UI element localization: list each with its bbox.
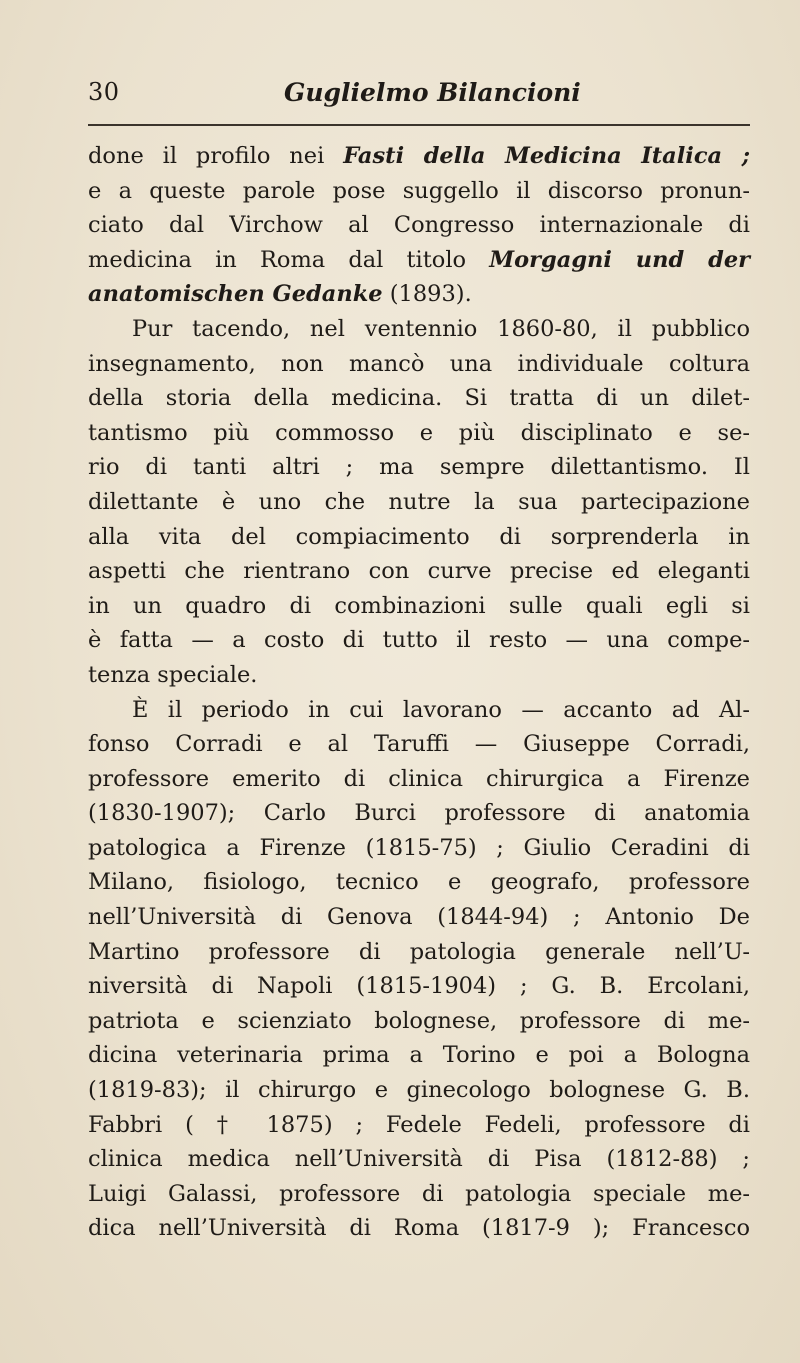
- text-segment: (1893).: [382, 281, 472, 308]
- italic-title: Morgagni und der: [489, 246, 750, 273]
- text-segment: alla vita del compiacimento di sorprenderla in: [88, 523, 750, 550]
- text-segment: aspetti che rientrano con curve precise ed eleganti: [88, 558, 750, 585]
- text-segment: Martino professore di patologia generale nell’U-: [88, 938, 750, 965]
- text-line: [88, 623, 750, 658]
- text-line: [88, 174, 750, 209]
- text-segment: done il profilo nei: [88, 143, 344, 169]
- text-segment: niversità di Napoli (1815-1904) ; G. B. Ercolani,: [88, 973, 750, 1000]
- text-segment: professore emerito di clinica chirurgica a Firenze: [88, 765, 750, 792]
- text-line: [88, 658, 750, 693]
- text-line: [88, 1004, 750, 1039]
- text-segment: tenza speciale.: [88, 661, 258, 688]
- text-line: [88, 243, 750, 278]
- text-line: [88, 1108, 750, 1143]
- text-segment: della storia della medicina. Si tratta di un dilet-: [88, 385, 750, 412]
- text-segment: dicina veterinaria prima a Torino e poi a Bologna: [88, 1042, 750, 1069]
- header-rule: [88, 124, 750, 126]
- body-text: [88, 139, 750, 1246]
- text-line: [88, 277, 750, 312]
- text-segment: clinica medica nell’Università di Pisa (1812-88) ;: [88, 1146, 750, 1173]
- text-line: [88, 416, 750, 451]
- text-line: [88, 796, 750, 831]
- text-segment: ciato dal Virchow al Congresso internazionale di: [88, 212, 750, 239]
- running-title: Guglielmo Bilancioni: [284, 78, 581, 107]
- text-segment: patologica a Firenze (1815-75) ; Giulio Ceradini di: [88, 834, 750, 861]
- page-number: 30: [88, 78, 120, 106]
- text-line: [88, 969, 750, 1004]
- italic-title: Fasti della Medicina Italica ;: [343, 143, 750, 169]
- text-line: [88, 520, 750, 555]
- paragraph: [88, 139, 750, 312]
- text-line: [88, 1073, 750, 1108]
- text-segment: (1819-83); il chirurgo e ginecologo bolognese G. B.: [88, 1077, 750, 1104]
- text-segment: e a queste parole pose suggello il discorso pronun-: [88, 177, 750, 204]
- text-segment: fonso Corradi e al Taruffi — Giuseppe Corradi,: [88, 731, 750, 758]
- text-line: [88, 1142, 750, 1177]
- text-line: [88, 693, 750, 728]
- text-segment: patriota e scienziato bolognese, professore di me-: [88, 1007, 750, 1034]
- text-segment: tantismo più commosso e più disciplinato e se-: [88, 419, 750, 446]
- text-line: [88, 381, 750, 416]
- text-line: [88, 727, 750, 762]
- text-segment: dica nell’Università di Roma (1817-9 ); Francesco: [88, 1215, 750, 1242]
- text-line: [88, 347, 750, 382]
- text-line: [88, 865, 750, 900]
- page-header: [88, 78, 750, 118]
- text-line: [88, 831, 750, 866]
- text-line: [88, 139, 750, 174]
- text-segment: (1830-1907); Carlo Burci professore di anatomia: [88, 800, 750, 827]
- text-segment: dilettante è uno che nutre la sua partecipazione: [88, 488, 750, 515]
- italic-title: anatomischen Gedanke: [88, 281, 383, 308]
- paragraph: [88, 312, 750, 693]
- text-line: [88, 450, 750, 485]
- text-segment: rio di tanti altri ; ma sempre dilettantismo. Il: [88, 454, 750, 481]
- text-segment: insegnamento, non mancò una individuale coltura: [88, 350, 750, 377]
- text-line: [88, 935, 750, 970]
- text-line: [88, 485, 750, 520]
- text-segment: Pur tacendo, nel ventennio 1860-80, il pubblico: [132, 315, 750, 342]
- text-line: [88, 1177, 750, 1212]
- text-line: [88, 312, 750, 347]
- text-line: [88, 554, 750, 589]
- text-line: [88, 762, 750, 797]
- text-line: [88, 589, 750, 624]
- text-segment: Fabbri ( † 1875) ; Fedele Fedeli, professore di: [88, 1111, 750, 1138]
- text-line: [88, 208, 750, 243]
- text-line: [88, 1038, 750, 1073]
- text-segment: nell’Università di Genova (1844-94) ; Antonio De: [88, 904, 750, 931]
- text-segment: Milano, fisiologo, tecnico e geografo, professore: [88, 869, 750, 896]
- text-line: [88, 1211, 750, 1246]
- text-segment: in un quadro di combinazioni sulle quali egli si: [88, 592, 750, 619]
- text-segment: è fatta — a costo di tutto il resto — una compe-: [88, 627, 750, 654]
- text-line: [88, 900, 750, 935]
- paragraph: [88, 693, 750, 1247]
- text-segment: medicina in Roma dal titolo: [88, 246, 490, 273]
- text-segment: È il periodo in cui lavorano — accanto ad Al-: [132, 696, 750, 723]
- text-segment: Luigi Galassi, professore di patologia speciale me-: [88, 1180, 750, 1207]
